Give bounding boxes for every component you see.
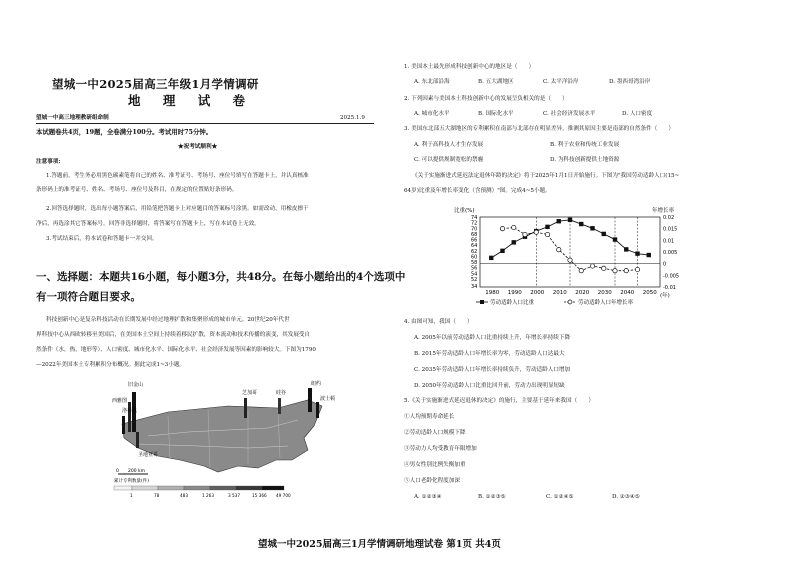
map-spike [278, 398, 281, 414]
point-growth-rate [557, 247, 561, 251]
scale-text: 200 km [128, 469, 146, 474]
y-left-tick-label: 60 [471, 254, 478, 261]
q3-option-c[interactable]: C. 可以提供规制宽松的禁霾 [414, 157, 484, 163]
point-labor-share [512, 240, 516, 244]
y-left-tick-label: 68 [471, 231, 478, 238]
chart-legend [476, 298, 634, 305]
x-tick-label: 2030 [597, 290, 612, 296]
notes-item: 1.答题前，考生务必用黑色碳素笔将自己的姓名、准考证号、考场号、座位号填写在答题卡上，并认真核准 [46, 173, 309, 179]
intro-line: 本试题卷共4页，19题，全卷满分100分。考试用时75分钟。 [36, 128, 213, 136]
legend-tick: 15 366 [252, 493, 267, 498]
legend-tick: 1 263 [202, 493, 214, 498]
point-growth-rate [534, 230, 538, 234]
legend-swatch [158, 486, 184, 490]
map-spike [122, 416, 125, 434]
passage2-line: 《关于实施渐进式延迟法定退休年龄的决定》将于2025年1月1日开始施行。下图为"我国劳动适龄人口(15~ [412, 173, 680, 179]
q4-stem: 4. 由图可知，我国（ ） [404, 319, 473, 325]
legend-swatch [210, 486, 236, 490]
q3-option-b[interactable]: B. 利于农业和传统工业发展 [550, 142, 620, 148]
color-legend [114, 486, 284, 490]
y-left-tick-label: 74 [471, 215, 478, 221]
y-left-tick-label: 62 [471, 248, 478, 255]
point-labor-share [557, 219, 561, 223]
header-rule [36, 123, 374, 124]
q4-option-a[interactable]: A. 2005年以前劳动适龄人口比重持续上升，年增长率持续下降 [414, 335, 571, 341]
map-label: 芝加哥 [242, 390, 258, 396]
q5-option-b[interactable]: B. ①②③⑤ [478, 494, 506, 500]
map-spike [308, 388, 312, 412]
map-label: 硅谷 [276, 390, 287, 396]
point-labor-share [568, 218, 572, 222]
legend-series-2: 劳动适龄人口年增长率 [578, 300, 634, 305]
q5-item: ③劳动力人均受教育年限增加 [404, 446, 477, 452]
legend-tick: 49 700 [276, 493, 291, 498]
map-label: 洛杉矶 [122, 408, 138, 414]
point-labor-share [545, 225, 549, 229]
legend-swatch [184, 486, 210, 490]
q4-option-d[interactable]: D. 2050年劳动适龄人口比重比回升前，劳动力出现明显短缺 [414, 383, 565, 389]
map-spike [244, 398, 247, 418]
y-right-tick-label: -0.005 [663, 273, 680, 280]
point-growth-rate [613, 268, 617, 272]
q5-item: ②劳动适龄人口规模下降 [404, 430, 466, 436]
q2-stem: 2. 下列因素与美国本土科技创新中心的发展呈负相关的是（ ） [404, 96, 568, 102]
legend-label: 累计专利数量(件) [114, 479, 150, 484]
section-heading: 一、选择题：本题共16小题，每小题3分，共48分。在每小题给出的4个选项中 [36, 271, 406, 283]
point-growth-rate [624, 268, 628, 272]
point-growth-rate [568, 258, 572, 262]
legend-swatch [262, 486, 284, 490]
q5-stem: 5.《关于实施渐进式延迟退休的决定》的施行，主要基于延年来我国（ ） [404, 398, 594, 404]
q3-option-a[interactable]: A. 利于高科技人才生存发展 [414, 142, 484, 148]
patent-map [108, 376, 340, 500]
x-tick-label: 2040 [620, 290, 635, 296]
point-labor-share [635, 251, 639, 255]
passage2-line: 64岁)比重及年增长率变化（含预测）"图。完成4~5小题。 [404, 188, 551, 194]
q1-option-d[interactable]: D. 墨西哥湾沿岸 [609, 79, 651, 85]
y-right-tick-label: 0.005 [663, 250, 678, 256]
q2-option-a[interactable]: A. 城市化水平 [414, 111, 450, 117]
passage-line: 然条件（水，热，地形等）、人口密度、城市化水平、国际化水平、社会经济发展等因素的影响较大。下图为1790 [36, 347, 316, 353]
map-spike [316, 402, 319, 418]
x-tick-label: 2000 [530, 290, 545, 296]
map-label: 纽约 [311, 381, 322, 387]
q5-item: ④男女性别比例失衡加重 [404, 462, 466, 468]
point-growth-rate [523, 232, 527, 236]
y-right-tick-label: 0.01 [663, 238, 675, 245]
notes-item: 条形码上的准考证号、姓名、考场号、座位号及科目，在规定的位置贴好条形码。 [36, 187, 238, 193]
y-left-tick-label: 56 [471, 265, 478, 272]
exam-subject: 地 理 试 卷 [128, 93, 255, 108]
x-tick-label: 1980 [485, 290, 500, 296]
point-growth-rate [512, 225, 516, 229]
exam-title: 望城一中2025届高三年级1月学情调研 [52, 77, 259, 91]
q2-option-d[interactable]: D. 人口密度 [622, 111, 653, 117]
q5-item: ⑤人口老龄化程度加深 [404, 478, 460, 484]
map-spike [136, 432, 139, 448]
us-map-shape [122, 400, 322, 472]
q1-option-a[interactable]: A. 东北部沿海 [414, 79, 450, 85]
legend-series-1: 劳动适龄人口比重 [490, 300, 535, 305]
y-left-tick-label: 34 [471, 284, 478, 290]
notes-heading: 注意事项: [36, 159, 61, 165]
y-right-tick-label: -0.01 [663, 285, 676, 291]
y-right-tick-label: 0 [663, 261, 667, 268]
y-left-tick-label: 66 [471, 237, 478, 244]
y-left-tick-label: 54 [471, 271, 478, 278]
q2-option-b[interactable]: B. 国际化水平 [478, 111, 514, 117]
point-growth-rate [602, 266, 606, 270]
point-growth-rate [500, 226, 504, 230]
q5-item: ①人均预期寿命延长 [404, 414, 455, 420]
section-heading-cont: 有一项符合题目要求。 [36, 291, 141, 303]
q3-stem: 3. 美国东北部五大湖地区的专利累积在南部与北部存在明显差异，推测其原因主要是南部的自然条件（ ） [404, 126, 675, 132]
x-tick-label: 2010 [552, 290, 567, 296]
q3-option-d[interactable]: D. 为科技创新提供土地资源 [550, 157, 620, 163]
x-tick-label: 2020 [575, 290, 590, 296]
y-left-tick-label: 58 [471, 260, 478, 267]
x-unit: (年) [660, 293, 670, 299]
y-left-tick-label: 72 [471, 220, 478, 227]
legend-tick: 78 [154, 493, 160, 498]
map-label: 旧金山 [128, 382, 144, 388]
legend-tick: 3 537 [228, 493, 240, 498]
exam-date: 2025.1.9 [340, 115, 365, 121]
point-growth-rate [579, 268, 583, 272]
notes-item: 净后，再选涂其它答案标号。回答非选择题时，将答案写在答题卡上，写在本试卷上无效。 [36, 221, 260, 227]
notes-item: 3.考试结束后，将本试卷和答题卡一并交回。 [46, 236, 158, 242]
x-tick-label: 2050 [642, 290, 657, 296]
exam-maker: 望城一中高三地理教研组命制 [36, 115, 109, 121]
q5-option-a[interactable]: A. ①②③④ [414, 494, 442, 500]
point-labor-share [489, 256, 493, 260]
legend-tick: 483 [180, 493, 188, 498]
map-label: 圣地亚哥 [138, 452, 159, 458]
labor-population-chart [446, 203, 698, 305]
map-label: 波士顿 [320, 396, 336, 402]
legend-swatch [236, 486, 262, 490]
y-left-tick-label: 52 [471, 277, 478, 283]
scale-zero: 0 [116, 469, 119, 474]
y-right-label: 年增长率 [652, 208, 675, 214]
point-growth-rate [590, 264, 594, 268]
q1-option-c[interactable]: C. 太平洋沿岸 [543, 79, 579, 85]
map-label: 西雅图 [112, 398, 128, 404]
map-spike [128, 402, 131, 432]
legend-swatch [132, 486, 158, 490]
passage-line: 界科技中心从西欧转移至美国后，在美国本土空间上持续着移民扩散，资本流动和技术传播的演变，其发展受自 [36, 332, 311, 338]
y-right-tick-label: 0.02 [663, 215, 675, 221]
point-growth-rate [545, 232, 549, 236]
point-labor-share [647, 253, 651, 257]
notes-item: 2.回答选择题时，选出每小题答案后，用铅笔把答题卡上对应题目的答案标号涂黑。如需改动，用橡皮擦干 [46, 206, 309, 212]
point-labor-share [500, 249, 504, 253]
y-left-tick-label: 70 [471, 226, 478, 233]
q5-option-c[interactable]: C. ①②④⑤ [546, 494, 574, 500]
q2-option-c[interactable]: C. 社会经济发展水平 [543, 111, 596, 117]
q1-option-b[interactable]: B. 五大湖地区 [478, 79, 514, 85]
blessing: ★祝考试顺利★ [178, 144, 218, 150]
passage-line: 科技创新中心是复杂科技活动在长期发展中经过地理扩散和集聚形成的城市单元。20世纪20年代世 [46, 317, 290, 323]
point-labor-share [624, 247, 628, 251]
point-labor-share [590, 226, 594, 230]
legend-tick: 1 [130, 493, 133, 498]
q5-option-d[interactable]: D. ②③④⑤ [612, 494, 640, 500]
point-growth-rate [635, 267, 639, 271]
y-left-label: 比重(%) [454, 208, 475, 214]
point-labor-share [602, 232, 606, 236]
q1-stem: 1. 美国本土最先形成科技创新中心的地区是（ ） [404, 64, 535, 70]
page-footer: 望城一中2025届高三1月学情调研地理试卷 第1页 共4页 [258, 539, 501, 550]
point-labor-share [579, 222, 583, 226]
x-tick-label: 1990 [507, 290, 522, 296]
y-right-tick-label: 0.015 [663, 226, 678, 233]
q4-option-b[interactable]: B. 2015年劳动适龄人口年增长率为零，劳动适龄人口达最大 [414, 351, 565, 357]
passage-line: —2022年美国本土专利累积分布概况。据此完成1~3小题。 [36, 362, 186, 368]
y-left-tick-label: 64 [471, 243, 478, 250]
q4-option-c[interactable]: C. 2035年劳动适龄人口年增长率持续负升，劳动适龄人口增加 [414, 367, 571, 373]
point-labor-share [613, 237, 617, 241]
legend-swatch [114, 486, 132, 490]
